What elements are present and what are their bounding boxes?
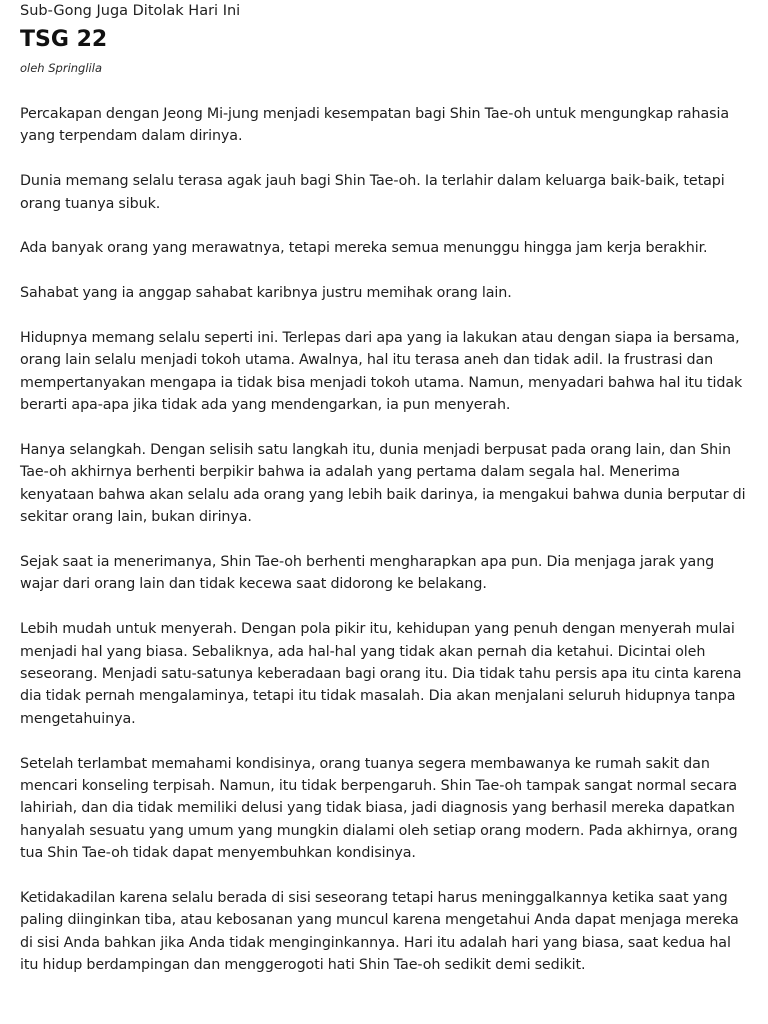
paragraph: Lebih mudah untuk menyerah. Dengan pola pikir itu, kehidupan yang penuh dengan menyerah mulai menjadi hal yang biasa. Sebaliknya, ada hal-hal yang tidak akan pernah dia ketahui. Dicintai oleh seseorang. Menjadi satu-satunya keberadaan bagi orang itu. Dia tidak tahu persis apa itu cinta karena dia tidak pernah mengalaminya, tetapi itu tidak masalah. Dia akan menjalani seluruh hidupnya tanpa mengetahuinya. xyxy=(20,621,742,727)
story-subtitle: Sub-Gong Juga Ditolak Hari Ini xyxy=(20,3,241,19)
chapter-page xyxy=(20,0,748,999)
chapter-body xyxy=(20,103,748,977)
paragraph: Ada banyak orang yang merawatnya, tetapi mereka semua menunggu hingga jam kerja berakhir. xyxy=(20,240,708,257)
paragraph: Percakapan dengan Jeong Mi-jung menjadi kesempatan bagi Shin Tae-oh untuk mengungkap rahasia yang terpendam dalam dirinya. xyxy=(20,106,730,145)
chapter-title: TSG 22 xyxy=(20,27,108,52)
paragraph: Ketidakadilan karena selalu berada di sisi seseorang tetapi harus meninggalkannya ketika saat yang paling diinginkan tiba, atau kebosanan yang muncul karena mengetahui Anda dapat menjaga mereka di sisi Anda bahkan jika Anda tidak menginginkannya. Hari itu adalah hari yang biasa, saat kedua hal itu hidup berdampingan dan menggerogoti hati Shin Tae-oh sedikit demi sedikit. xyxy=(20,890,739,974)
paragraph: Setelah terlambat memahami kondisinya, orang tuanya segera membawanya ke rumah sakit dan mencari konseling terpisah. Namun, itu tidak berpengaruh. Shin Tae-oh tampak sangat normal secara lahiriah, dan dia tidak memiliki delusi yang tidak biasa, jadi diagnosis yang berhasil mereka dapatkan hanyalah sesuatu yang umum yang mungkin dialami oleh setiap orang modern. Pada akhirnya, orang tua Shin Tae-oh tidak dapat menyembuhkan kondisinya. xyxy=(20,755,738,862)
paragraph: Dunia memang selalu terasa agak jauh bagi Shin Tae-oh. Ia terlahir dalam keluarga baik-baik, tetapi orang tuanya sibuk. xyxy=(20,173,725,212)
paragraph: Sejak saat ia menerimanya, Shin Tae-oh berhenti mengharapkan apa pun. Dia menjaga jarak yang wajar dari orang lain dan tidak kecewa saat didorong ke belakang. xyxy=(20,554,715,593)
paragraph: Hidupnya memang selalu seperti ini. Terlepas dari apa yang ia lakukan atau dengan siapa ia bersama, orang lain selalu menjadi tokoh utama. Awalnya, hal itu terasa aneh dan tidak adil. Ia frustrasi dan mempertanyakan mengapa ia tidak bisa menjadi tokoh utama. Namun, menyadari bahwa hal itu tidak berarti apa-apa jika tidak ada yang mendengarkan, ia pun menyerah. xyxy=(20,330,743,414)
author-byline: oleh Springlila xyxy=(20,61,102,75)
paragraph: Hanya selangkah. Dengan selisih satu langkah itu, dunia menjadi berpusat pada orang lain, dan Shin Tae-oh akhirnya berhenti berpikir bahwa ia adalah yang pertama dalam segala hal. Menerima kenyataan bahwa akan selalu ada orang yang lebih baik darinya, ia mengakui bahwa dunia berputar di sekitar orang lain, bukan dirinya. xyxy=(20,442,746,526)
paragraph: Sahabat yang ia anggap sahabat karibnya justru memihak orang lain. xyxy=(20,285,512,302)
